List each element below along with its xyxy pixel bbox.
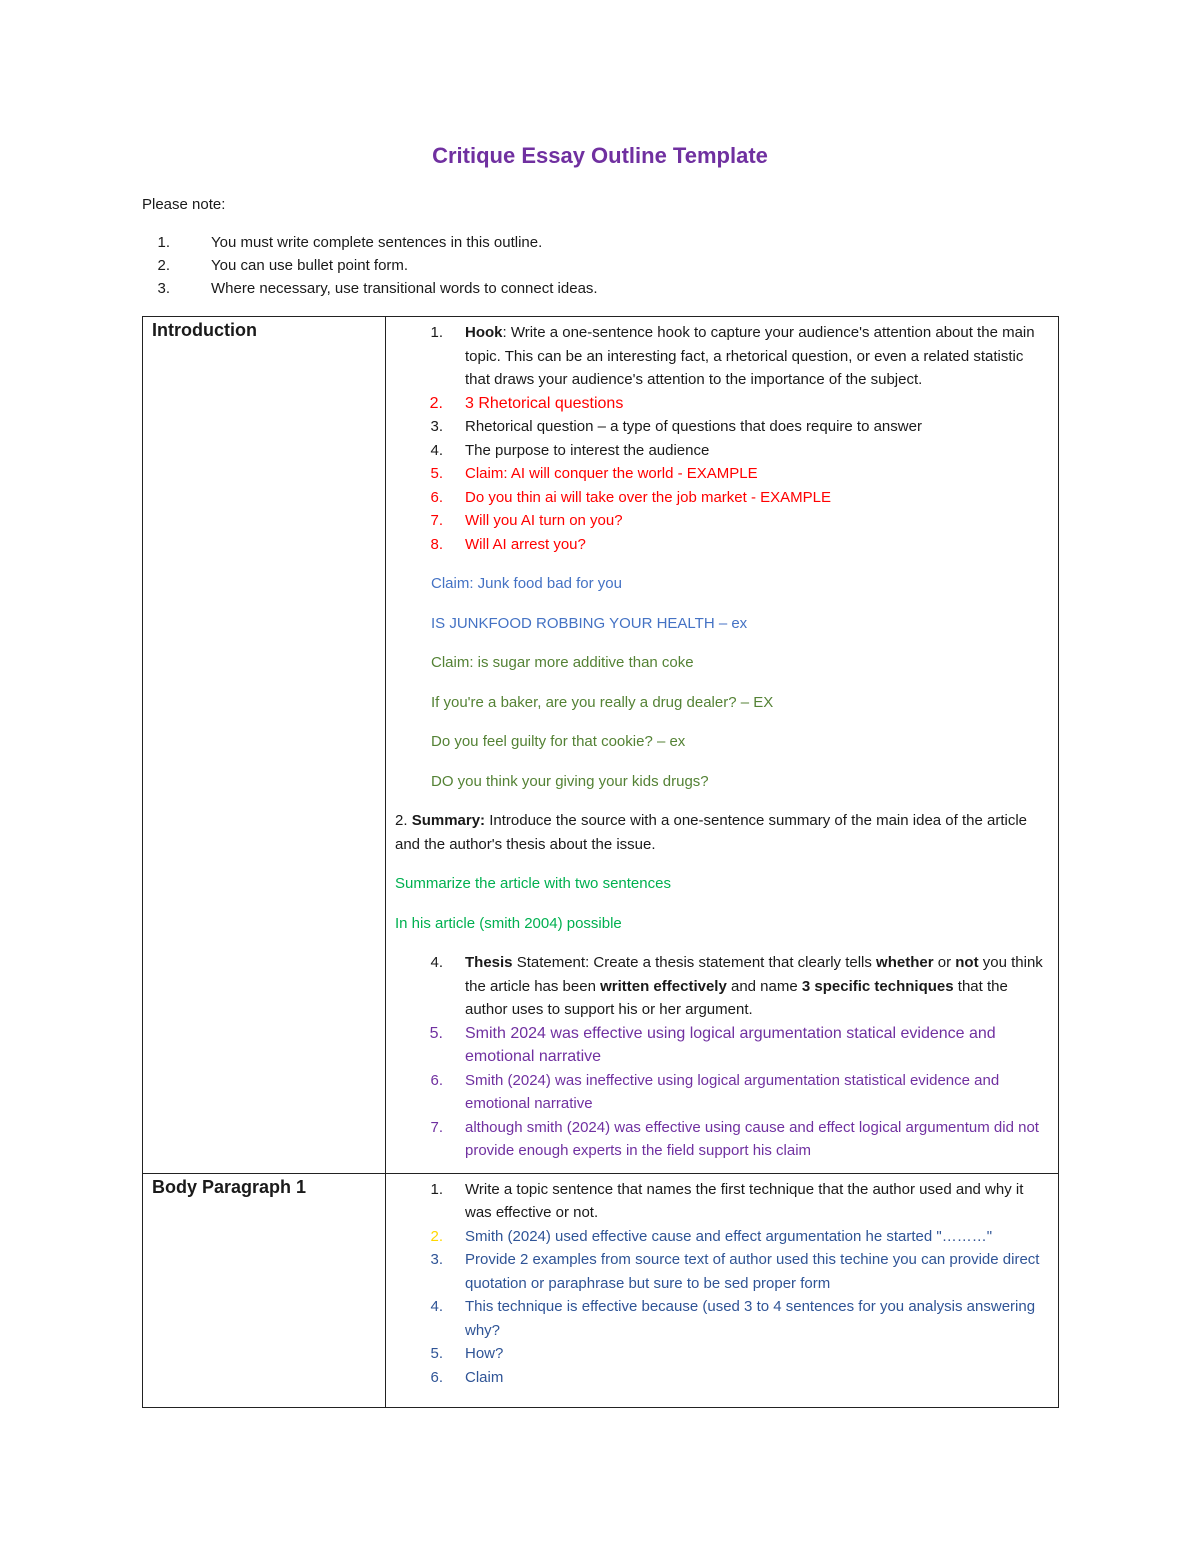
page-title: Critique Essay Outline Template [432, 143, 768, 168]
list-item: 1. Hook: Write a one-sentence hook to capture your audience's attention about the main topic. This can be an interesting fact, a rhetorical question, or even a related statistic that draws your audience's attention to the importance of the subject. [430, 324, 1035, 388]
list-item: 5. Claim: AI will conquer the world - EXAMPLE [430, 465, 758, 482]
list-item: 3. Rhetorical question – a type of questions that does require to answer [430, 418, 922, 435]
list-item: 4. Thesis Statement: Create a thesis statement that clearly tells whether or not you think the article has been written effectively and name 3 specific techniques that the author uses to support his or her argument. [430, 954, 1043, 1018]
list-item: 4. This technique is effective because (used 3 to 4 sentences for you analysis answering why? [430, 1298, 1036, 1339]
list-item: 2. You can use bullet point form. [157, 257, 409, 274]
list-item: 1. Write a topic sentence that names the first technique that the author used and why it was effective or not. [430, 1180, 1024, 1221]
list-item: 3. Provide 2 examples from source text of author used this techine you can provide direct quotation or paraphrase but sure to be sed proper form [430, 1251, 1040, 1292]
row-label-introduction: Introduction [143, 317, 386, 1174]
list-item: 6. Do you thin ai will take over the job market - EXAMPLE [430, 488, 831, 506]
row-label-body-paragraph-1: Body Paragraph 1 [143, 1173, 386, 1408]
example-paragraph: Do you feel guilty for that cookie? – ex [431, 733, 686, 750]
list-item: 5. Smith 2024 was effective using logical argumentation statical evidence and emotional narrative [429, 1024, 996, 1065]
list-item: 4. The purpose to interest the audience [430, 441, 710, 459]
example-paragraph: Claim: is sugar more additive than coke [431, 654, 694, 671]
summary-paragraph: 2. Summary: Introduce the source with a one-sentence summary of the main idea of the article and the author's thesis about the issue. [395, 812, 1028, 853]
list-item: 1. You must write complete sentences in this outline. [157, 234, 543, 251]
list-item: 6. Claim [430, 1368, 504, 1386]
list-item: 8. Will AI arrest you? [430, 535, 586, 553]
list-item: 7. although smith (2024) was effective using cause and effect logical argumentum did not provide enough experts in the field support his claim [430, 1118, 1039, 1159]
list-item: 6. Smith (2024) was ineffective using logical argumentation statistical evidence and emotional narrative [430, 1071, 1000, 1112]
thesis-list [395, 951, 1048, 1163]
table-row-introduction [143, 317, 1059, 1174]
list-item: 2. 3 Rhetorical questions [429, 394, 624, 412]
body-paragraph-1-content [386, 1173, 1059, 1408]
summary-note: Summarize the article with two sentences [395, 875, 671, 892]
summary-note: In his article (smith 2004) possible [395, 914, 622, 932]
example-paragraph: IS JUNKFOOD ROBBING YOUR HEALTH – ex [431, 614, 748, 632]
list-item: 3. Where necessary, use transitional words to connect ideas. [157, 280, 598, 297]
note-list [142, 234, 598, 303]
list-item: 7. Will you AI turn on you? [430, 512, 623, 529]
introduction-content [386, 317, 1059, 1174]
list-item: 2. Smith (2024) used effective cause and effect argumentation he started "………" [430, 1227, 993, 1245]
intro-list [395, 321, 1048, 556]
example-paragraph: Claim: Junk food bad for you [431, 575, 622, 592]
example-paragraph: DO you think your giving your kids drugs? [431, 772, 709, 790]
table-row-body-paragraph-1 [143, 1173, 1059, 1408]
body1-list [395, 1178, 1048, 1390]
outline-table [142, 316, 1059, 1408]
example-paragraph: If you're a baker, are you really a drug dealer? – EX [431, 693, 774, 711]
list-item: 5. How? [430, 1345, 504, 1362]
note-label: Please note: [142, 196, 226, 213]
